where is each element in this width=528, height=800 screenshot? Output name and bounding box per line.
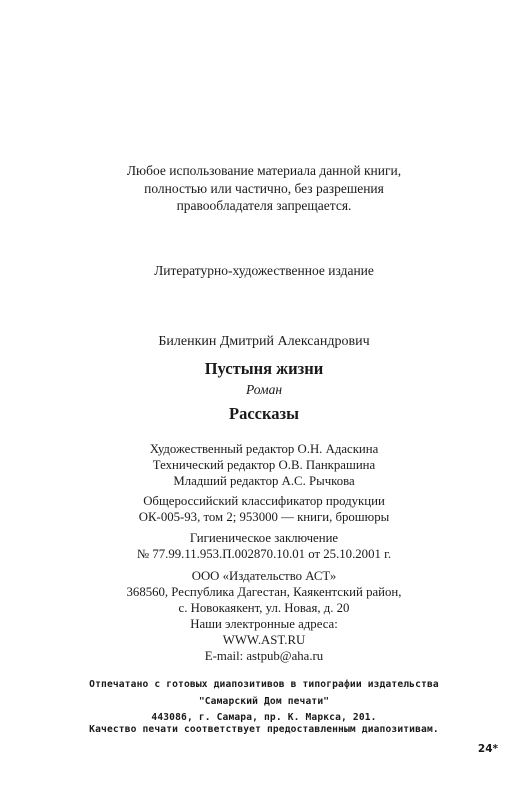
quality-note: Качество печати соответствует предоставленным диапозитивам.: [89, 724, 439, 735]
page-number: 24*: [477, 743, 498, 755]
author-name: Биленкин Дмитрий Александрович: [158, 334, 370, 349]
copyright-notice: [0, 162, 528, 215]
book-genre: Роман: [245, 382, 283, 397]
publisher-block: [0, 568, 528, 664]
edition-type: Литературно-художественное издание: [154, 263, 374, 278]
subtitle-block: [0, 404, 528, 424]
publisher-address-2: с. Новокаякент, ул. Новая, д. 20: [178, 601, 350, 615]
hygiene-line-1: Гигиеническое заключение: [189, 531, 339, 545]
hygiene-block: [0, 530, 528, 562]
classifier-line-2: ОК-005-93, том 2; 953000 — книги, брошюры: [138, 510, 390, 524]
edition-type-block: [0, 262, 528, 280]
publisher-website: WWW.AST.RU: [222, 633, 306, 647]
printing-line-2: "Самарский Дом печати": [198, 695, 330, 707]
copyright-line-1: Любое использование материала данной книги,: [126, 163, 402, 178]
genre-block: [0, 381, 528, 398]
printing-block: [0, 677, 528, 727]
printing-line-3: 443086, г. Самара, пр. К. Маркса, 201.: [151, 712, 377, 723]
publisher-name: ООО «Издательство АСТ»: [191, 569, 337, 583]
junior-editor: Младший редактор А.С. Рычкова: [173, 474, 355, 488]
copyright-line-2: полностью или частично, без разрешения: [144, 180, 384, 196]
book-title-block: [0, 359, 528, 379]
publisher-email: E-mail: astpub@aha.ru: [204, 649, 324, 663]
printing-line-1: Отпечатано с готовых диапозитивов в типографии издательства: [89, 679, 439, 690]
art-editor: Художественный редактор О.Н. Адаскина: [149, 442, 379, 456]
publisher-email-heading: Наши электронные адреса:: [190, 617, 338, 631]
hygiene-line-2: № 77.99.11.953.П.002870.10.01 от 25.10.2001 г.: [136, 547, 392, 561]
quality-note-block: [0, 722, 528, 739]
publisher-address-1: 368560, Республика Дагестан, Каякентский район,: [126, 585, 402, 599]
book-subtitle: Рассказы: [229, 404, 299, 423]
technical-editor: Технический редактор О.В. Панкрашина: [152, 458, 376, 472]
author-block: [0, 333, 528, 351]
editors-block: [0, 441, 528, 489]
copyright-line-3: правообладателя запрещается.: [176, 198, 352, 213]
book-title: Пустыня жизни: [204, 359, 324, 378]
classifier-block: [0, 493, 528, 525]
classifier-line-1: Общероссийский классификатор продукции: [143, 494, 385, 508]
